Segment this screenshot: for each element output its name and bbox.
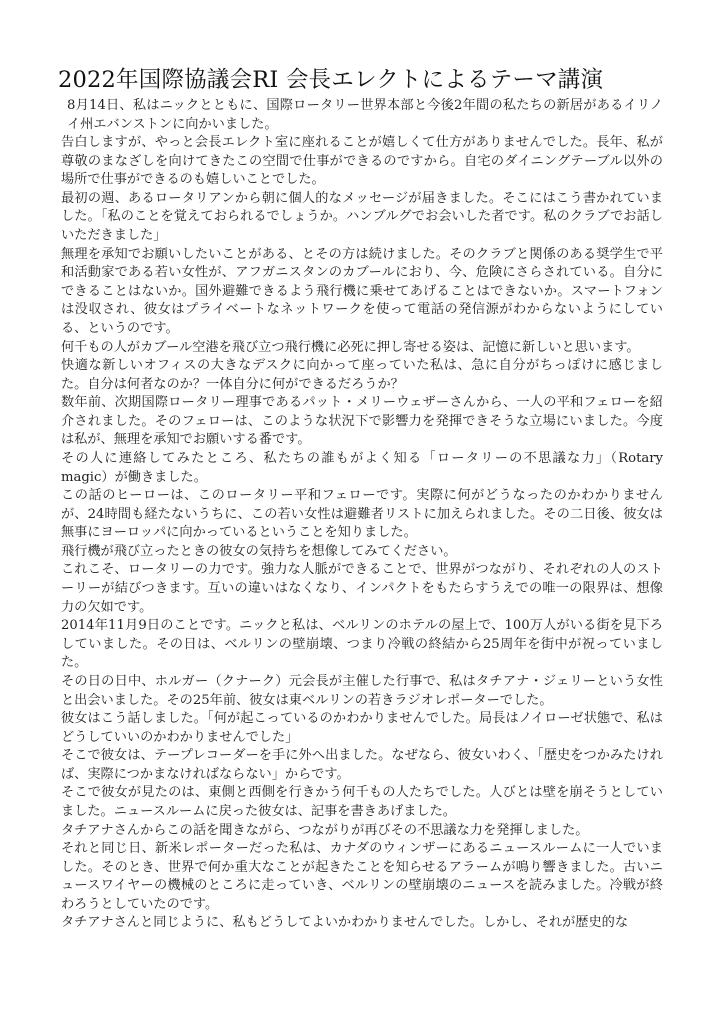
paragraph: その人に連絡してみたところ、私たちの誰もがよく知る「ロータリーの不思議な力」（Rotary magic）が働きました。 xyxy=(61,450,663,485)
paragraph: その日の日中、ホルガー（クナーク）元会長が主催した行事で、私はタチアナ・ジェリーという女性と出会いました。その25年前、彼女は東ベルリンの若きラジオレポーターでした。 xyxy=(61,673,663,708)
paragraph: タチアナさんと同じように、私もどうしてよいかわかりませんでした。しかし、それが歴史的な xyxy=(61,915,629,931)
paragraph: 飛行機が飛び立ったときの彼女の気持ちを想像してみてください。 xyxy=(61,543,457,559)
paragraph: そこで彼女は、テープレコーダーを手に外へ出ました。なぜなら、彼女いわく、「歴史をつかみたければ、実際につかまなければならない」からです。 xyxy=(61,748,663,782)
paragraph: 何千もの人がカブール空港を飛び立つ飛行機に必死に押し寄せる姿は、記憶に新しいと思います。 xyxy=(61,339,640,355)
paragraph: この話のヒーローは、このロータリー平和フェローです。実際に何がどうなったのかわかりませんが、24時間も経たないうちに、この若い女性は避難者リストに加えられました。その二日後、彼女は無事にヨーロッパに向かっているということを知りました。 xyxy=(61,488,663,541)
page-title: 2022年国際協議会RI 会長エレクトによるテーマ講演 xyxy=(58,67,604,93)
paragraph: 彼女はこう話しました。「何が起こっているのかわかりませんでした。局長はノイローゼ状態で、私はどうしていいのかわかりませんでした」 xyxy=(61,711,663,745)
paragraph: 8月14日、私はニックとともに、国際ロータリー世界本部と今後2年間の私たちの新居があるイリノイ州エバンストンに向かいました。 xyxy=(67,98,663,132)
paragraph: そこで彼女が見たのは、東側と西側を行きかう何千もの人たちでした。人びとは壁を崩そうとしていました。ニュースルームに戻った彼女は、記事を書きあげました。 xyxy=(61,785,663,819)
paragraph: 無理を承知でお願いしたいことがある、とその方は続けました。そのクラブと関係のある奨学生で平和活動家である若い女性が、アフガニスタンのカブールにおり、今、危険にさらされている。自分にできることはないか。国外避難できるよう飛行機に乗せてあげることはできないか。スマートフォンは没収され、彼女はプライベートなネットワークを使って電話の発信源がわからないようにしている、というのです。 xyxy=(61,246,663,336)
paragraph: これこそ、ロータリーの力です。強力な人脈ができることで、世界がつながり、それぞれの人のストーリーが結びつきます。互いの違いはなくなり、インパクトをもたらすうえでの唯一の限界は、想像力の欠如です。 xyxy=(61,562,663,615)
paragraph: タチアナさんからこの話を聞きながら、つながりが再びその不思議な力を発揮しました。 xyxy=(61,822,589,838)
paragraph: 告白しますが、やっと会長エレクト室に座れることが嬉しくて仕方がありませんでした。長年、私が尊敬のまなざしを向けてきたこの空間で仕事ができるのですから。自宅のダイニングテーブル以外の場所で仕事ができるのも嬉しいことでした。 xyxy=(61,135,663,188)
paragraph: それと同じ日、新米レポーターだった私は、カナダのウィンザーにあるニュースルームに一人でいました。そのとき、世界で何か重大なことが起きたことを知らせるアラームが鳴り響きました。古いニュースワイヤーの機械のところに走っていき、ベルリンの壁崩壊のニュースを読みました。冷戦が終わろうとしていたのです。 xyxy=(61,841,663,912)
paragraph: 快適な新しいオフィスの大きなデスクに向かって座っていた私は、急に自分がちっぽけに感じました。自分は何者なのか？一体自分に何ができるだろうか？ xyxy=(61,358,663,392)
body-text xyxy=(61,97,663,933)
paragraph: 数年前、次期国際ロータリー理事であるパット・メリーウェザーさんから、一人の平和フェローを紹介されました。そのフェローは、このような状況下で影響力を発揮できそうな立場にいました。今度は私が、無理を承知でお願いする番です。 xyxy=(61,395,663,448)
paragraph: 最初の週、あるロータリアンから朝に個人的なメッセージが届きました。そこにはこう書かれていました。「私のことを覚えておられるでしょうか。ハンブルグでお会いした者です。私のクラブでお話しいただきました」 xyxy=(61,190,663,244)
paragraph: 2014年11月9日のことです。ニックと私は、ベルリンのホテルの屋上で、100万人がいる街を見下ろしていました。その日は、ベルリンの壁崩壊、つまり冷戦の終結から25周年を街中が祝っていました。 xyxy=(61,618,663,671)
